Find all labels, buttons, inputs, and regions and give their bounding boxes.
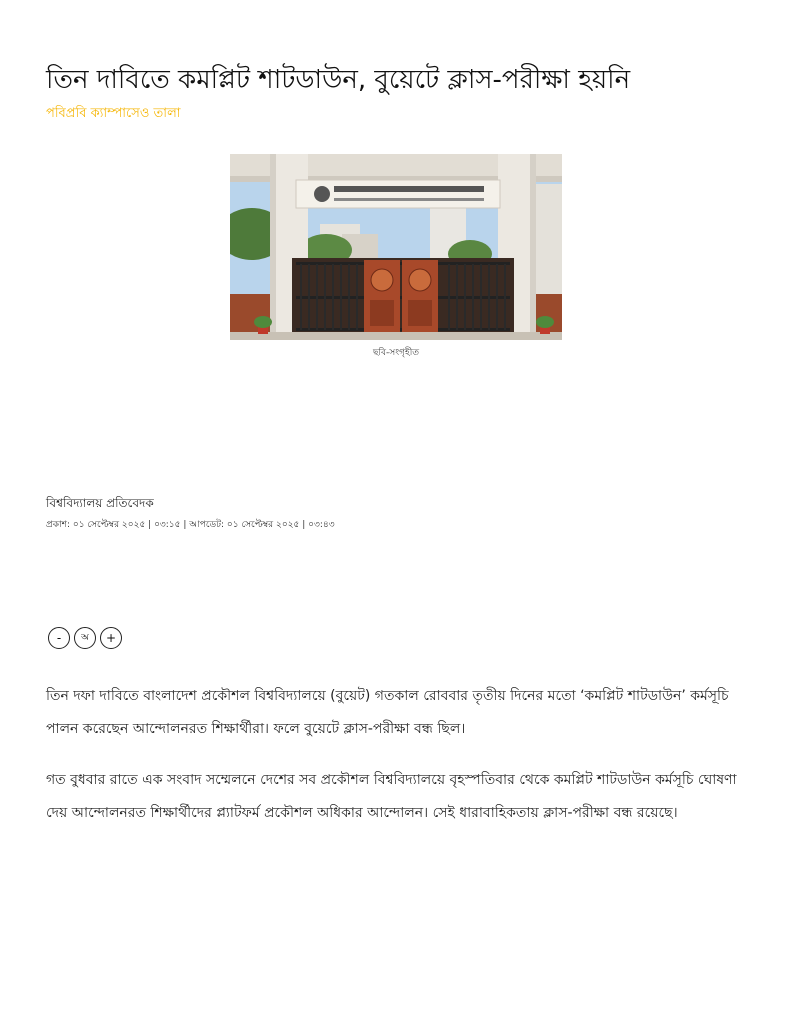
image-caption: ছবি-সংগৃহীত xyxy=(372,348,420,358)
article-paragraph: তিন দফা দাবিতে বাংলাদেশ প্রকৌশল বিশ্ববিদ্যালয়ে (বুয়েট) গতকাল রোববার তৃতীয় দিনের মতো ‘কমপ্লিট শাটডাউন’ কর্মসূচি পালন করেছেন আন্দোলনরত শিক্ষার্থীরা। ফলে বুয়েটে ক্লাস-পরীক্ষা বন্ধ ছিল। xyxy=(46,688,729,737)
font-size-controls xyxy=(48,627,122,649)
font-decrease-button[interactable]: - xyxy=(48,627,70,649)
article-photo xyxy=(230,154,562,340)
article-paragraph: গত বুধবার রাতে এক সংবাদ সম্মেলনে দেশের সব প্রকৌশল বিশ্ববিদ্যালয়ে বৃহস্পতিবার থেকে কমপ্লিট শাটডাউন কর্মসূচি ঘোষণা দেয় আন্দোলনরত শিক্ষার্থীদের প্ল্যাটফর্ম প্রকৌশল অধিকার আন্দোলন। সেই ধারাবাহিকতায় ক্লাস-পরীক্ষা বন্ধ রয়েছে। xyxy=(46,772,737,821)
font-reset-button[interactable]: অ xyxy=(74,627,96,649)
author-name[interactable]: বিশ্ববিদ্যালয় প্রতিবেদক xyxy=(46,496,154,510)
article-body xyxy=(46,680,746,848)
publish-meta xyxy=(46,518,335,532)
updated-time: আপডেট: ০১ সেপ্টেম্বর ২০২৫ | ০৩:৪৩ xyxy=(189,520,335,530)
published-time: প্রকাশ: ০১ সেপ্টেম্বর ২০২৫ | ০৩:১৫ xyxy=(46,520,181,530)
font-increase-button[interactable]: + xyxy=(100,627,122,649)
article-headline: তিন দাবিতে কমপ্লিট শাটডাউন, বুয়েটে ক্লাস-পরীক্ষা হয়নি xyxy=(46,65,631,95)
meta-separator: | xyxy=(180,520,190,530)
article-subheadline[interactable]: পবিপ্রবি ক্যাম্পাসেও তালা xyxy=(46,106,181,121)
